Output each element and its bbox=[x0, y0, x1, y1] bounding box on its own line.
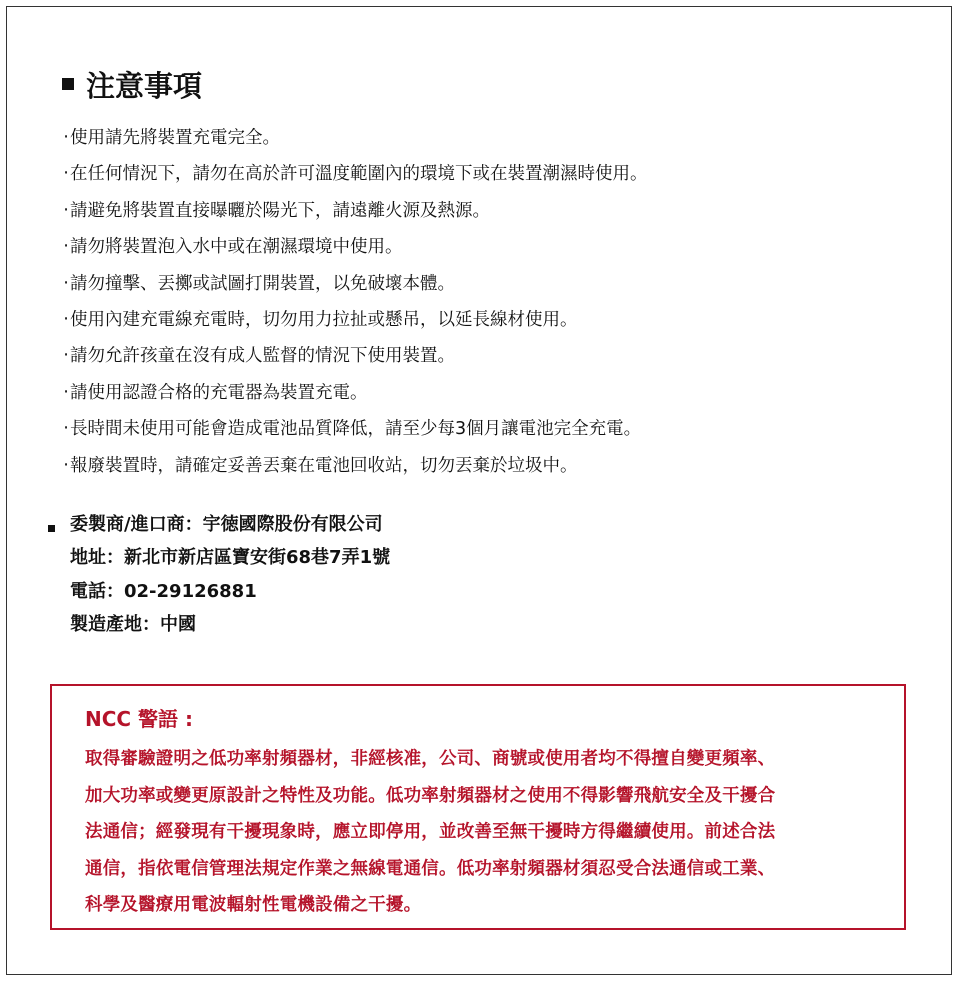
phone-row bbox=[48, 575, 390, 609]
notice-title: 注意事項 bbox=[86, 68, 203, 103]
square-bullet-icon bbox=[62, 78, 74, 90]
importer-text: 委製商/進口商：宇徳國際股份有限公司 bbox=[70, 513, 383, 535]
notice-item: ‧長時間未使用可能會造成電池品質降低，請至少每3個月讓電池完全充電。 bbox=[62, 415, 648, 451]
ncc-warning-text bbox=[85, 744, 885, 927]
notice-item: ‧請使用認證合格的充電器為裝置充電。 bbox=[62, 379, 648, 415]
notice-list bbox=[62, 124, 648, 488]
ncc-warning-box bbox=[50, 684, 906, 930]
notice-item: ‧請勿將裝置泡入水中或在潮濕環境中使用。 bbox=[62, 233, 648, 269]
address-row bbox=[48, 542, 390, 576]
ncc-line: 科學及醫療用電波輻射性電機設備之干擾。 bbox=[85, 895, 422, 915]
ncc-line: 取得審驗證明之低功率射頻器材，非經核准，公司、商號或使用者均不得擅自變更頻率、 bbox=[85, 749, 776, 769]
bullet-dot-icon: ‧ bbox=[63, 382, 69, 403]
bullet-dot-icon: ‧ bbox=[63, 128, 69, 148]
notice-item: ‧請勿允許孩童在沒有成人監督的情況下使用裝置。 bbox=[62, 342, 648, 378]
notice-item: ‧在任何情況下，請勿在高於許可溫度範圍內的環境下或在裝置潮濕時使用。 bbox=[62, 160, 648, 196]
ncc-line: 法通信；經發現有干擾現象時，應立即停用，並改善至無干擾時方得繼續使用。前述合法 bbox=[85, 822, 776, 842]
bullet-dot-icon: ‧ bbox=[63, 273, 69, 294]
importer-row bbox=[48, 508, 390, 542]
notice-heading bbox=[62, 64, 202, 104]
notice-item: ‧請勿撞擊、丟擲或試圖打開裝置，以免破壞本體。 bbox=[62, 270, 648, 306]
bullet-dot-icon: ‧ bbox=[63, 200, 69, 221]
notice-item: ‧使用內建充電線充電時，切勿用力拉扯或懸吊，以延長線材使用。 bbox=[62, 306, 648, 342]
notice-item: ‧使用請先將裝置充電完全。 bbox=[62, 124, 648, 160]
notice-item: ‧報廢裝置時，請確定妥善丟棄在電池回收站，切勿丟棄於垃圾中。 bbox=[62, 452, 648, 488]
square-bullet-icon bbox=[48, 525, 55, 532]
manufacturer-info bbox=[48, 508, 390, 642]
address-text: 地址：新北市新店區寶安街68巷7弄1號 bbox=[70, 547, 391, 569]
ncc-line: 加大功率或變更原設計之特性及功能。低功率射頻器材之使用不得影響飛航安全及干擾合 bbox=[85, 785, 776, 806]
ncc-line: 通信，指依電信管理法規定作業之無線電通信。低功率射頻器材須忍受合法通信或工業、 bbox=[85, 858, 776, 879]
bullet-dot-icon: ‧ bbox=[63, 455, 69, 476]
notice-item: ‧請避免將裝置直接曝曬於陽光下，請遠離火源及熱源。 bbox=[62, 197, 648, 233]
origin-text: 製造產地：中國 bbox=[70, 614, 196, 636]
bullet-dot-icon: ‧ bbox=[63, 309, 69, 330]
bullet-dot-icon: ‧ bbox=[63, 419, 69, 440]
bullet-dot-icon: ‧ bbox=[63, 346, 69, 367]
origin-row bbox=[48, 609, 390, 643]
bullet-dot-icon: ‧ bbox=[63, 237, 69, 258]
ncc-title: NCC 警語 : bbox=[85, 707, 194, 731]
phone-text: 電話：02-29126881 bbox=[70, 580, 257, 602]
bullet-dot-icon: ‧ bbox=[63, 164, 69, 185]
